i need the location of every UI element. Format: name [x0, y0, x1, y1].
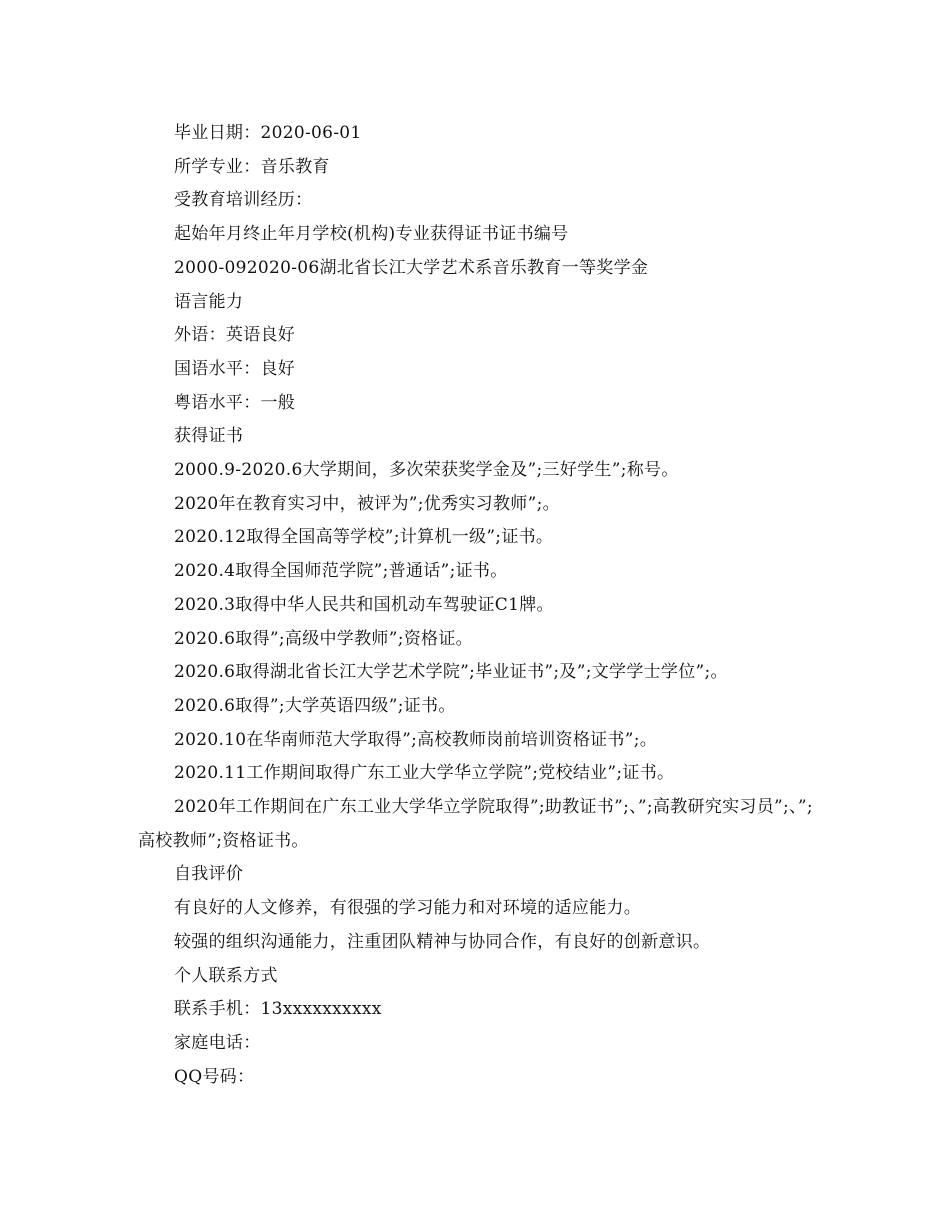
self-evaluation-heading: 自我评价 — [174, 864, 244, 885]
certificate-item: 2020.11工作期间取得广东工业大学华立学院”;党校结业”;证书。 — [174, 763, 675, 784]
certificates-heading: 获得证书 — [174, 426, 244, 447]
graduation-date: 毕业日期：2020-06-01 — [174, 123, 362, 143]
qq-number: QQ号码： — [174, 1066, 255, 1087]
foreign-language: 外语：英语良好 — [174, 325, 296, 346]
certificate-item: 2020.6取得”;高级中学教师”;资格证。 — [174, 628, 473, 649]
certificate-item-long: 2020年工作期间在广东工业大学华立学院取得”;助教证书”;、”;高教研究实习员”;、”;高校教师”;资格证书。 — [138, 797, 813, 851]
home-phone: 家庭电话： — [174, 1032, 261, 1053]
mobile-phone: 联系手机：13xxxxxxxxxx — [174, 999, 382, 1020]
language-heading: 语言能力 — [174, 291, 244, 312]
certificate-item: 2020.6取得”;大学英语四级”;证书。 — [174, 695, 456, 716]
education-heading: 受教育培训经历： — [174, 190, 313, 211]
contact-heading: 个人联系方式 — [174, 965, 278, 986]
self-evaluation-item: 有良好的人文修养，有很强的学习能力和对环境的适应能力。 — [174, 898, 642, 919]
major: 所学专业：音乐教育 — [174, 156, 330, 177]
certificate-item: 2020年在教育实习中，被评为”;优秀实习教师”;。 — [174, 493, 560, 514]
document-body — [138, 117, 818, 1094]
self-evaluation-item: 较强的组织沟通能力，注重团队精神与协同合作，有良好的创新意识。 — [174, 931, 711, 952]
certificate-item: 2020.6取得湖北省长江大学艺术学院”;毕业证书”;及”;文学学士学位”;。 — [174, 662, 728, 683]
certificate-item: 2020.10在华南师范大学取得”;高校教师岗前培训资格证书”;。 — [174, 729, 658, 750]
certificate-item: 2020.3取得中华人民共和国机动车驾驶证C1牌。 — [174, 594, 554, 615]
education-table-header: 起始年月终止年月学校(机构)专业获得证书证书编号 — [174, 224, 569, 245]
certificate-item: 2020.12取得全国高等学校”;计算机一级”;证书。 — [174, 527, 554, 548]
mandarin-level: 国语水平：良好 — [174, 358, 296, 379]
certificate-item: 2020.4取得全国师范学院”;普通话”;证书。 — [174, 561, 508, 582]
cantonese-level: 粤语水平：一般 — [174, 392, 296, 413]
certificate-item: 2000.9-2020.6大学期间，多次荣获奖学金及”;三好学生”;称号。 — [174, 460, 679, 481]
education-entry: 2000-092020-06湖北省长江大学艺术系音乐教育一等奖学金 — [174, 257, 649, 278]
